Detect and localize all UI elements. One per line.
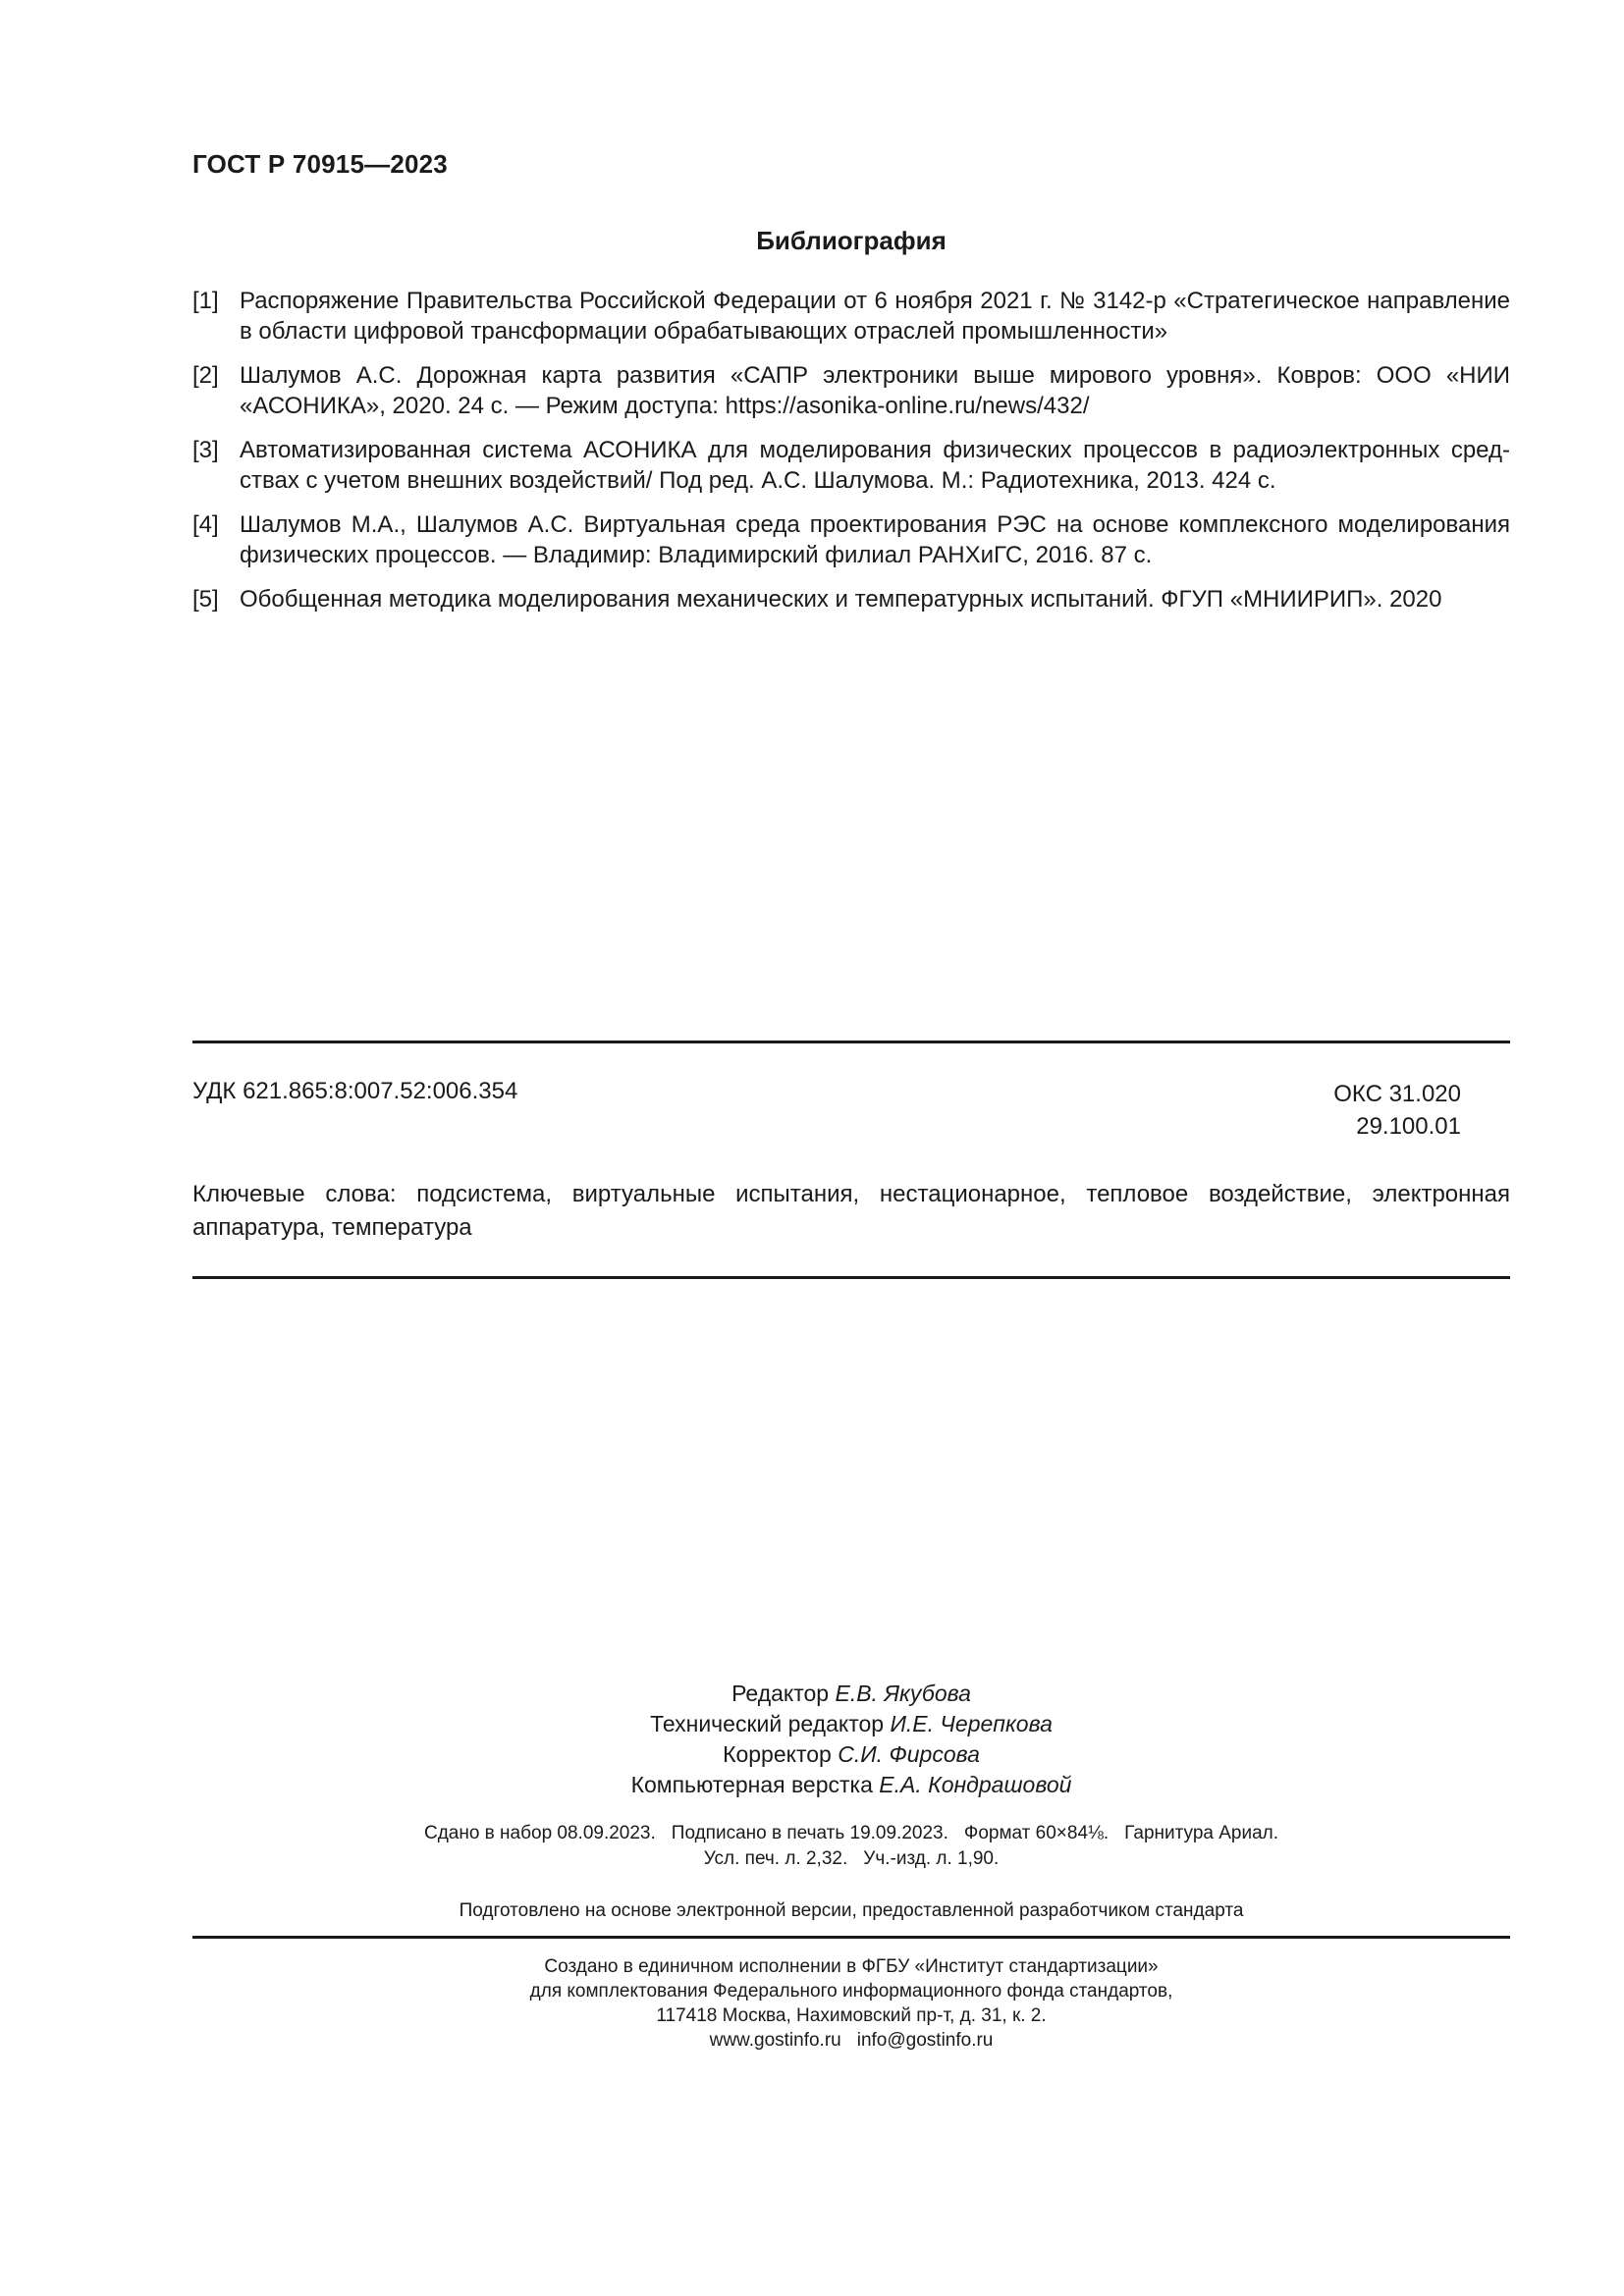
print-info-line-2 xyxy=(192,1846,1510,1872)
corrector-line xyxy=(192,1739,1510,1770)
bibliography-list xyxy=(192,286,1510,628)
publisher-contacts xyxy=(192,2028,1510,2053)
bibliography-item-number: [4] xyxy=(192,511,219,538)
publisher-line-1: Создано в единичном исполнении в ФГБУ «Институт стандартизации» xyxy=(544,1956,1159,1977)
divider-middle xyxy=(192,1276,1510,1279)
bibliography-title: Библиография xyxy=(756,226,947,255)
divider-bottom xyxy=(192,1936,1510,1939)
print-sheets: Усл. печ. л. 2,32. xyxy=(703,1848,848,1869)
layout-line xyxy=(192,1770,1510,1800)
website-link[interactable]: www.gostinfo.ru xyxy=(709,2030,841,2051)
bibliography-item-text: Шалумов А.С. Дорожная карта развития «САПР электроники выше мирового уровня». Ковров: ООО «НИИ «АСОНИКА», 2020. 24 с. — Режим доступа: https://asonika-online.ru/news/432/ xyxy=(240,362,1510,419)
layout-role: Компьютерная верстка xyxy=(630,1772,873,1797)
email-link[interactable]: info@gostinfo.ru xyxy=(856,2030,994,2051)
print-info-line-1 xyxy=(192,1821,1510,1846)
bibliography-item xyxy=(192,584,1510,614)
bibliography-item-text: Шалумов М.А., Шалумов А.С. Виртуальная среда проектирования РЭС на основе комплексного моделирования физических процессов. — Владимир: Владимирский филиал РАНХиГС, 2016. 87 с. xyxy=(240,511,1510,568)
bibliography-item-text: Автоматизированная система АСОНИКА для моделирования физических процессов в радиоэлектронных средствах с учетом внешних воздействий/ Под ред. А.С. Шалумова. М.: Радиотехника, 2013. 424 с. xyxy=(240,437,1510,494)
layout-name: Е.А. Кондрашовой xyxy=(879,1772,1072,1797)
bibliography-item-number: [3] xyxy=(192,437,219,463)
bibliography-item xyxy=(192,286,1510,347)
bibliography-item-text: Обобщенная методика моделирования механических и температурных испытаний. ФГУП «МНИИРИП». 2020 xyxy=(240,586,1442,613)
editor-line xyxy=(192,1679,1510,1709)
tech-editor-name: И.Е. Черепкова xyxy=(890,1711,1053,1736)
signed-date: Подписано в печать 19.09.2023. xyxy=(671,1823,948,1843)
bibliography-item-number: [5] xyxy=(192,586,219,613)
submitted-date: Сдано в набор 08.09.2023. xyxy=(423,1823,656,1843)
corrector-name: С.И. Фирсова xyxy=(838,1741,980,1767)
publisher-info xyxy=(192,1954,1510,2053)
bibliography-item xyxy=(192,509,1510,570)
oks-code-line-1: ОКС 31.020 xyxy=(1333,1081,1461,1107)
print-format: Формат 60×84⅛. xyxy=(963,1823,1110,1843)
tech-editor-role: Технический редактор xyxy=(650,1711,885,1736)
publisher-address: 117418 Москва, Нахимовский пр-т, д. 31, к. 2. xyxy=(656,2005,1047,2026)
editors-block xyxy=(192,1679,1510,1800)
print-info xyxy=(192,1821,1510,1872)
bibliography-item-number: [2] xyxy=(192,362,219,389)
corrector-role: Корректор xyxy=(723,1741,832,1767)
keywords: Ключевые слова: подсистема, виртуальные испытания, нестационарное, тепловое воздействие, электронная аппаратура, температура xyxy=(192,1181,1510,1241)
document-code: ГОСТ Р 70915—2023 xyxy=(192,149,448,179)
tech-editor-line xyxy=(192,1709,1510,1739)
bibliography-item-text: Распоряжение Правительства Российской Федерации от 6 ноября 2021 г. № 3142-р «Стратегическое направление в области цифровой трансформации обрабатывающих отраслей промышленности» xyxy=(240,288,1510,345)
publication-sheets: Уч.-изд. л. 1,90. xyxy=(863,1848,1000,1869)
editor-name: Е.В. Якубова xyxy=(835,1681,971,1706)
oks-code xyxy=(1178,1078,1461,1143)
udk-code: УДК 621.865:8:007.52:006.354 xyxy=(192,1078,518,1104)
bibliography-item xyxy=(192,435,1510,496)
prepared-note: Подготовлено на основе электронной версии, предоставленной разработчиком стандарта xyxy=(459,1900,1244,1921)
typeface: Гарнитура Ариал. xyxy=(1124,1823,1279,1843)
publisher-line-2: для комплектования Федерального информационного фонда стандартов, xyxy=(529,1981,1173,2002)
oks-code-line-2: 29.100.01 xyxy=(1356,1113,1461,1140)
bibliography-item-number: [1] xyxy=(192,288,219,314)
editor-role: Редактор xyxy=(731,1681,830,1706)
bibliography-item xyxy=(192,360,1510,421)
divider-top xyxy=(192,1041,1510,1043)
